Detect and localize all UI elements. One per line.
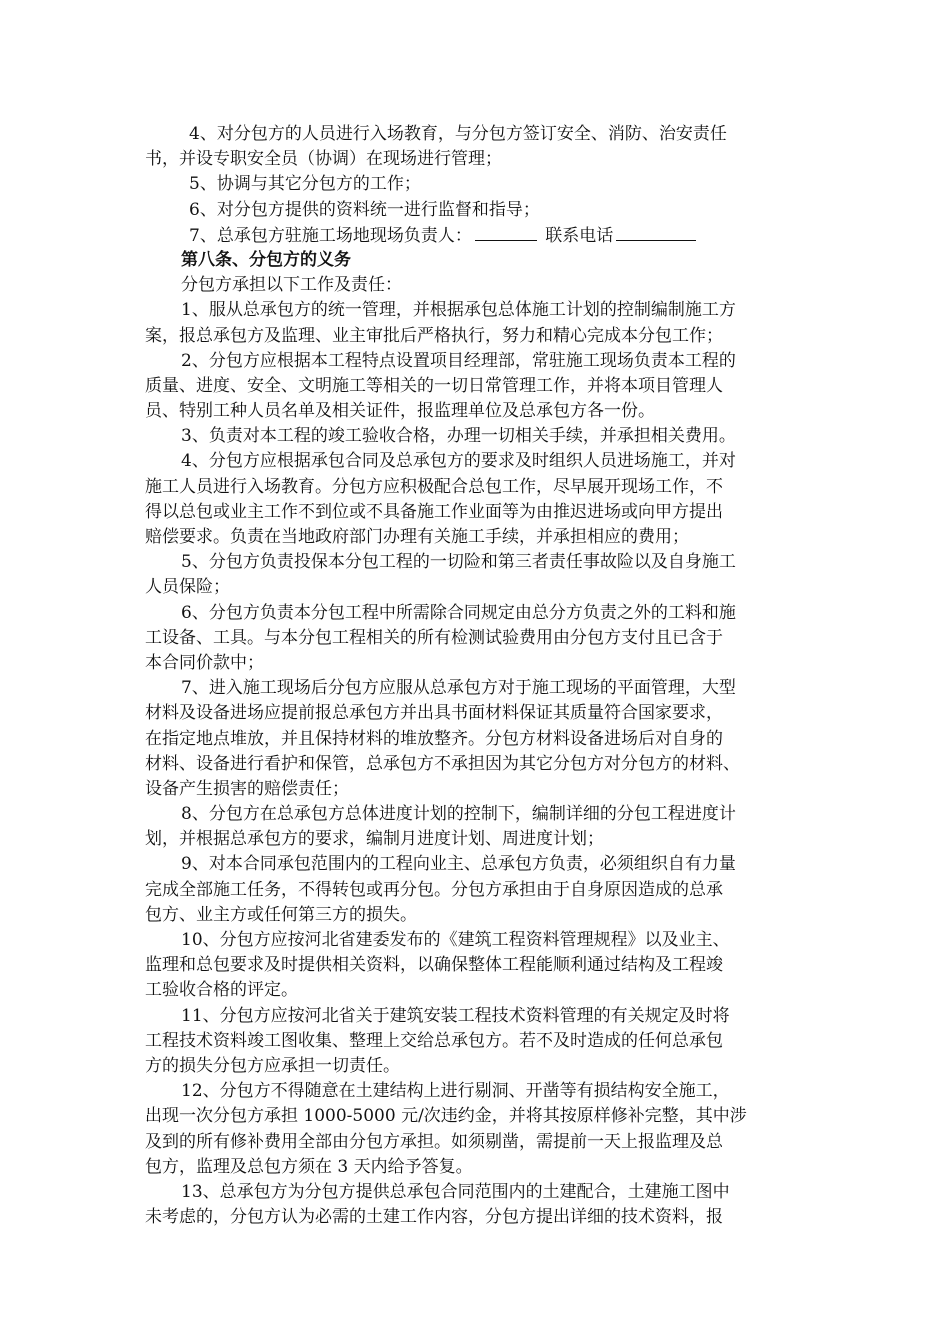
- text-line: 人员保险；: [145, 577, 230, 598]
- text-line: 出现一次分包方承担 1000-5000 元/次违约金，并将其按原样修补完整，其中涉: [145, 1106, 747, 1127]
- document-page: [145, 122, 810, 1230]
- text-line: 5、协调与其它分包方的工作；: [189, 174, 421, 195]
- text-line: 方的损失分包方应承担一切责任。: [145, 1055, 400, 1076]
- site-manager-blank[interactable]: [475, 223, 537, 241]
- lines-top: [145, 122, 810, 223]
- text-line: 工程技术资料竣工图收集、整理上交给总承包方。若不及时造成的任何总承包: [145, 1030, 723, 1051]
- text-line: 2、分包方应根据本工程特点设置项目经理部，常驻施工现场负责本工程的: [181, 350, 736, 371]
- text-line: 赔偿要求。负责在当地政府部门办理有关施工手续，并承担相应的费用；: [145, 527, 689, 547]
- text-line: 包方、业主方或任何第三方的损失。: [145, 904, 417, 925]
- text-line: 12、分包方不得随意在土建结构上进行剔洞、开凿等有损结构安全施工，: [181, 1081, 730, 1102]
- text-line: 设备产生损害的赔偿责任；: [145, 778, 349, 799]
- text-line: 书，并设专职安全员（协调）在现场进行管理；: [145, 149, 502, 170]
- text-line: 8、分包方在总承包方总体进度计划的控制下，编制详细的分包工程进度计: [181, 804, 736, 825]
- text-line: 案，报总承包方及监理、业主审批后严格执行，努力和精心完成本分包工作；: [145, 325, 723, 346]
- text-line: 包方，监理及总包方须在 3 天内给予答复。: [145, 1156, 473, 1177]
- text-line: 7、进入施工现场后分包方应服从总承包方对于施工现场的平面管理，大型: [181, 678, 736, 699]
- text-line: 工设备、工具。与本分包工程相关的所有检测试验费用由分包方支付且已含于: [145, 627, 723, 648]
- text-line: 划，并根据总承包方的要求，编制月进度计划、周进度计划；: [145, 829, 604, 850]
- text-line: 6、对分包方提供的资料统一进行监督和指导；: [189, 199, 540, 220]
- text-line: 6、分包方负责本分包工程中所需除合同规定由总分方负责之外的工料和施: [181, 602, 736, 623]
- phone-label: 联系电话: [539, 225, 614, 246]
- text-line: 监理和总包要求及时提供相关资料，以确保整体工程能顺利通过结构及工程竣: [145, 955, 723, 976]
- text-line: 分包方承担以下工作及责任：: [181, 275, 402, 296]
- text-line: 得以总包或业主工作不到位或不具备施工作业面等为由推迟进场或向甲方提出: [145, 501, 723, 522]
- text-line: 10、分包方应按河北省建委发布的《建筑工程资料管理规程》以及业主、: [181, 930, 730, 950]
- text-line: 员、特别工种人员名单及相关证件，报监理单位及总承包方各一份。: [145, 401, 655, 422]
- text-line: 本合同价款中；: [145, 652, 264, 673]
- text-line: 工验收合格的评定。: [145, 980, 298, 1001]
- text-line: 完成全部施工任务，不得转包或再分包。分包方承担由于自身原因造成的总承: [145, 879, 723, 900]
- text-line: 3、负责对本工程的竣工验收合格，办理一切相关手续，并承担相关费用。: [181, 426, 736, 447]
- text-line: 施工人员进行入场教育。分包方应积极配合总包工作，尽早展开现场工作，不: [145, 476, 723, 497]
- text-line: 1、服从总承包方的统一管理，并根据承包总体施工计划的控制编制施工方: [181, 300, 736, 321]
- text-line: 材料、设备进行看护和保管，总承包方不承担因为其它分包方对分包方的材料、: [145, 753, 740, 774]
- text-line: 材料及设备进场应提前报总承包方并出具书面材料保证其质量符合国家要求，: [145, 703, 723, 724]
- text-line: 在指定地点堆放，并且保持材料的堆放整齐。分包方材料设备进场后对自身的: [145, 728, 723, 749]
- phone-blank[interactable]: [616, 223, 696, 241]
- lines-bottom: [145, 248, 810, 1230]
- text-line: 4、对分包方的人员进行入场教育，与分包方签订安全、消防、治安责任: [189, 124, 727, 144]
- text-line: 质量、进度、安全、文明施工等相关的一切日常管理工作，并将本项目管理人: [145, 375, 723, 396]
- contact-line: [145, 223, 810, 248]
- text-line: 4、分包方应根据承包合同及总承包方的要求及时组织人员进场施工，并对: [181, 451, 736, 472]
- section-heading: 第八条、分包方的义务: [181, 249, 351, 270]
- text-line: 5、分包方负责投保本分包工程的一切险和第三者责任事故险以及自身施工: [181, 552, 736, 573]
- text-line: 13、总承包方为分包方提供总承包合同范围内的土建配合，土建施工图中: [181, 1181, 730, 1202]
- text-line: 及到的所有修补费用全部由分包方承担。如须剔凿，需提前一天上报监理及总: [145, 1131, 723, 1152]
- text-line: 9、对本合同承包范围内的工程向业主、总承包方负责，必须组织自有力量: [181, 854, 736, 875]
- text-line: 未考虑的，分包方认为必需的土建工作内容，分包方提出详细的技术资料，报: [145, 1207, 723, 1228]
- text-line: 11、分包方应按河北省关于建筑安装工程技术资料管理的有关规定及时将: [181, 1005, 730, 1026]
- site-manager-label: 7、总承包方驻施工场地现场负责人：: [189, 225, 472, 246]
